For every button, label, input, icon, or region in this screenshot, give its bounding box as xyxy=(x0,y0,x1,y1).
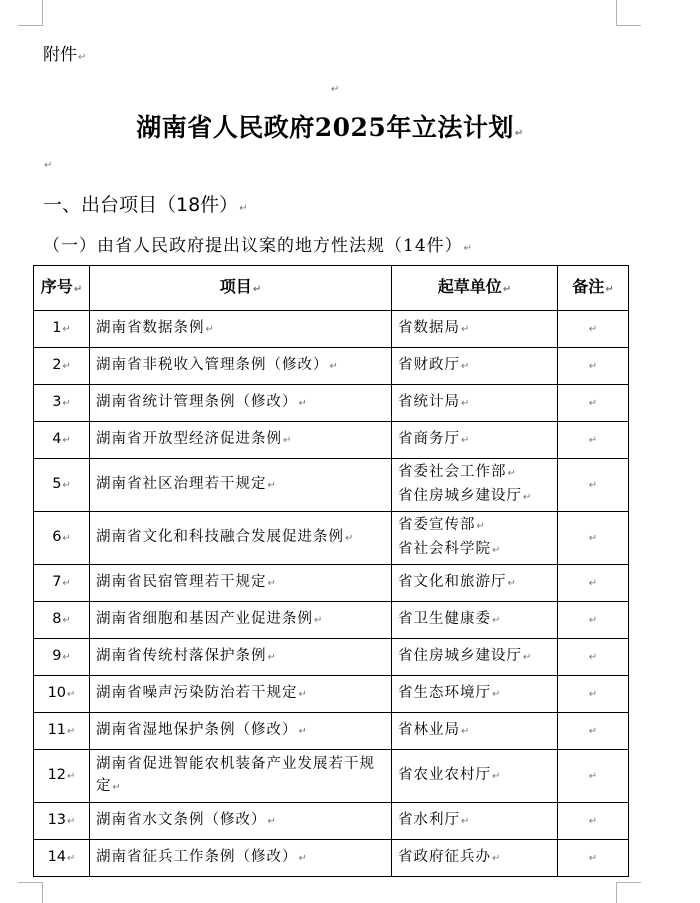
row-project: 湖南省数据条例↵ xyxy=(90,311,392,348)
row-project: 湖南省文化和科技融合发展促进条例↵ xyxy=(90,512,392,565)
attachment-label: 附件↵ xyxy=(43,45,87,65)
row-project: 湖南省征兵工作条例（修改）↵ xyxy=(90,840,392,877)
row-drafting-unit: 省数据局↵ xyxy=(392,311,558,348)
crop-mark-top-left xyxy=(18,0,43,26)
table-row xyxy=(34,311,629,348)
row-number: 3↵ xyxy=(34,385,90,422)
header-number: 序号↵ xyxy=(34,266,90,311)
row-number: 14↵ xyxy=(34,840,90,877)
header-drafting-unit: 起草单位↵ xyxy=(392,266,558,311)
row-drafting-unit: 省水利厅↵ xyxy=(392,803,558,840)
row-note: ↵ xyxy=(558,803,629,840)
row-number: 1↵ xyxy=(34,311,90,348)
subsection-heading: （一）由省人民政府提出议案的地方性法规（14件）↵ xyxy=(43,236,474,256)
row-project: 湖南省非税收入管理条例（修改）↵ xyxy=(90,348,392,385)
row-note: ↵ xyxy=(558,385,629,422)
row-drafting-unit: 省生态环境厅↵ xyxy=(392,676,558,713)
row-number: 4↵ xyxy=(34,422,90,459)
paragraph-mark-icon: ↵ xyxy=(331,84,340,95)
table-row xyxy=(34,639,629,676)
row-note: ↵ xyxy=(558,676,629,713)
row-number: 8↵ xyxy=(34,602,90,639)
row-note: ↵ xyxy=(558,750,629,803)
row-drafting-unit: 省住房城乡建设厅↵ xyxy=(392,639,558,676)
row-drafting-unit: 省财政厅↵ xyxy=(392,348,558,385)
row-drafting-unit: 省卫生健康委↵ xyxy=(392,602,558,639)
paragraph-mark-icon: ↵ xyxy=(44,160,53,171)
document-title: 湖南省人民政府2025年立法计划↵ xyxy=(136,113,524,142)
table-row xyxy=(34,602,629,639)
crop-mark-top-right xyxy=(616,0,641,26)
legislation-plan-table xyxy=(33,265,629,877)
table-row xyxy=(34,750,629,803)
table-header-row xyxy=(34,266,629,311)
header-project: 项目↵ xyxy=(90,266,392,311)
table-row xyxy=(34,565,629,602)
header-note: 备注↵ xyxy=(558,266,629,311)
row-note: ↵ xyxy=(558,512,629,565)
paragraph-mark-icon: ↵ xyxy=(463,243,474,254)
table-row xyxy=(34,840,629,877)
table-row xyxy=(34,803,629,840)
row-note: ↵ xyxy=(558,840,629,877)
row-drafting-unit: 省林业局↵ xyxy=(392,713,558,750)
row-note: ↵ xyxy=(558,459,629,512)
row-project: 湖南省统计管理条例（修改）↵ xyxy=(90,385,392,422)
row-project: 湖南省细胞和基因产业促进条例↵ xyxy=(90,602,392,639)
row-note: ↵ xyxy=(558,565,629,602)
row-project: 湖南省民宿管理若干规定↵ xyxy=(90,565,392,602)
row-number: 5↵ xyxy=(34,459,90,512)
row-drafting-unit: 省统计局↵ xyxy=(392,385,558,422)
row-project: 湖南省开放型经济促进条例↵ xyxy=(90,422,392,459)
table-row xyxy=(34,512,629,565)
row-number: 9↵ xyxy=(34,639,90,676)
row-number: 12↵ xyxy=(34,750,90,803)
row-project: 湖南省传统村落保护条例↵ xyxy=(90,639,392,676)
row-note: ↵ xyxy=(558,713,629,750)
row-note: ↵ xyxy=(558,602,629,639)
row-number: 6↵ xyxy=(34,512,90,565)
table-row xyxy=(34,713,629,750)
row-number: 13↵ xyxy=(34,803,90,840)
row-project: 湖南省噪声污染防治若干规定↵ xyxy=(90,676,392,713)
row-number: 7↵ xyxy=(34,565,90,602)
section-heading: 一、出台项目（18件）↵ xyxy=(43,194,248,216)
table-row xyxy=(34,459,629,512)
row-drafting-unit: 省政府征兵办↵ xyxy=(392,840,558,877)
row-note: ↵ xyxy=(558,311,629,348)
row-drafting-unit: 省委社会工作部↵ 省住房城乡建设厅↵ xyxy=(392,459,558,512)
row-drafting-unit: 省农业农村厅↵ xyxy=(392,750,558,803)
row-drafting-unit: 省商务厅↵ xyxy=(392,422,558,459)
table-row xyxy=(34,348,629,385)
row-project: 湖南省促进智能农机装备产业发展若干规定↵ xyxy=(90,750,392,803)
row-number: 2↵ xyxy=(34,348,90,385)
row-drafting-unit: 省文化和旅游厅↵ xyxy=(392,565,558,602)
row-note: ↵ xyxy=(558,348,629,385)
row-number: 11↵ xyxy=(34,713,90,750)
table-row xyxy=(34,676,629,713)
row-drafting-unit: 省委宣传部↵ 省社会科学院↵ xyxy=(392,512,558,565)
row-number: 10↵ xyxy=(34,676,90,713)
row-project: 湖南省水文条例（修改）↵ xyxy=(90,803,392,840)
paragraph-mark-icon: ↵ xyxy=(239,203,248,214)
row-note: ↵ xyxy=(558,422,629,459)
row-project: 湖南省湿地保护条例（修改）↵ xyxy=(90,713,392,750)
table-row xyxy=(34,422,629,459)
row-project: 湖南省社区治理若干规定↵ xyxy=(90,459,392,512)
paragraph-mark-icon: ↵ xyxy=(78,52,87,63)
paragraph-mark-icon: ↵ xyxy=(514,128,524,139)
table-row xyxy=(34,385,629,422)
row-note: ↵ xyxy=(558,639,629,676)
